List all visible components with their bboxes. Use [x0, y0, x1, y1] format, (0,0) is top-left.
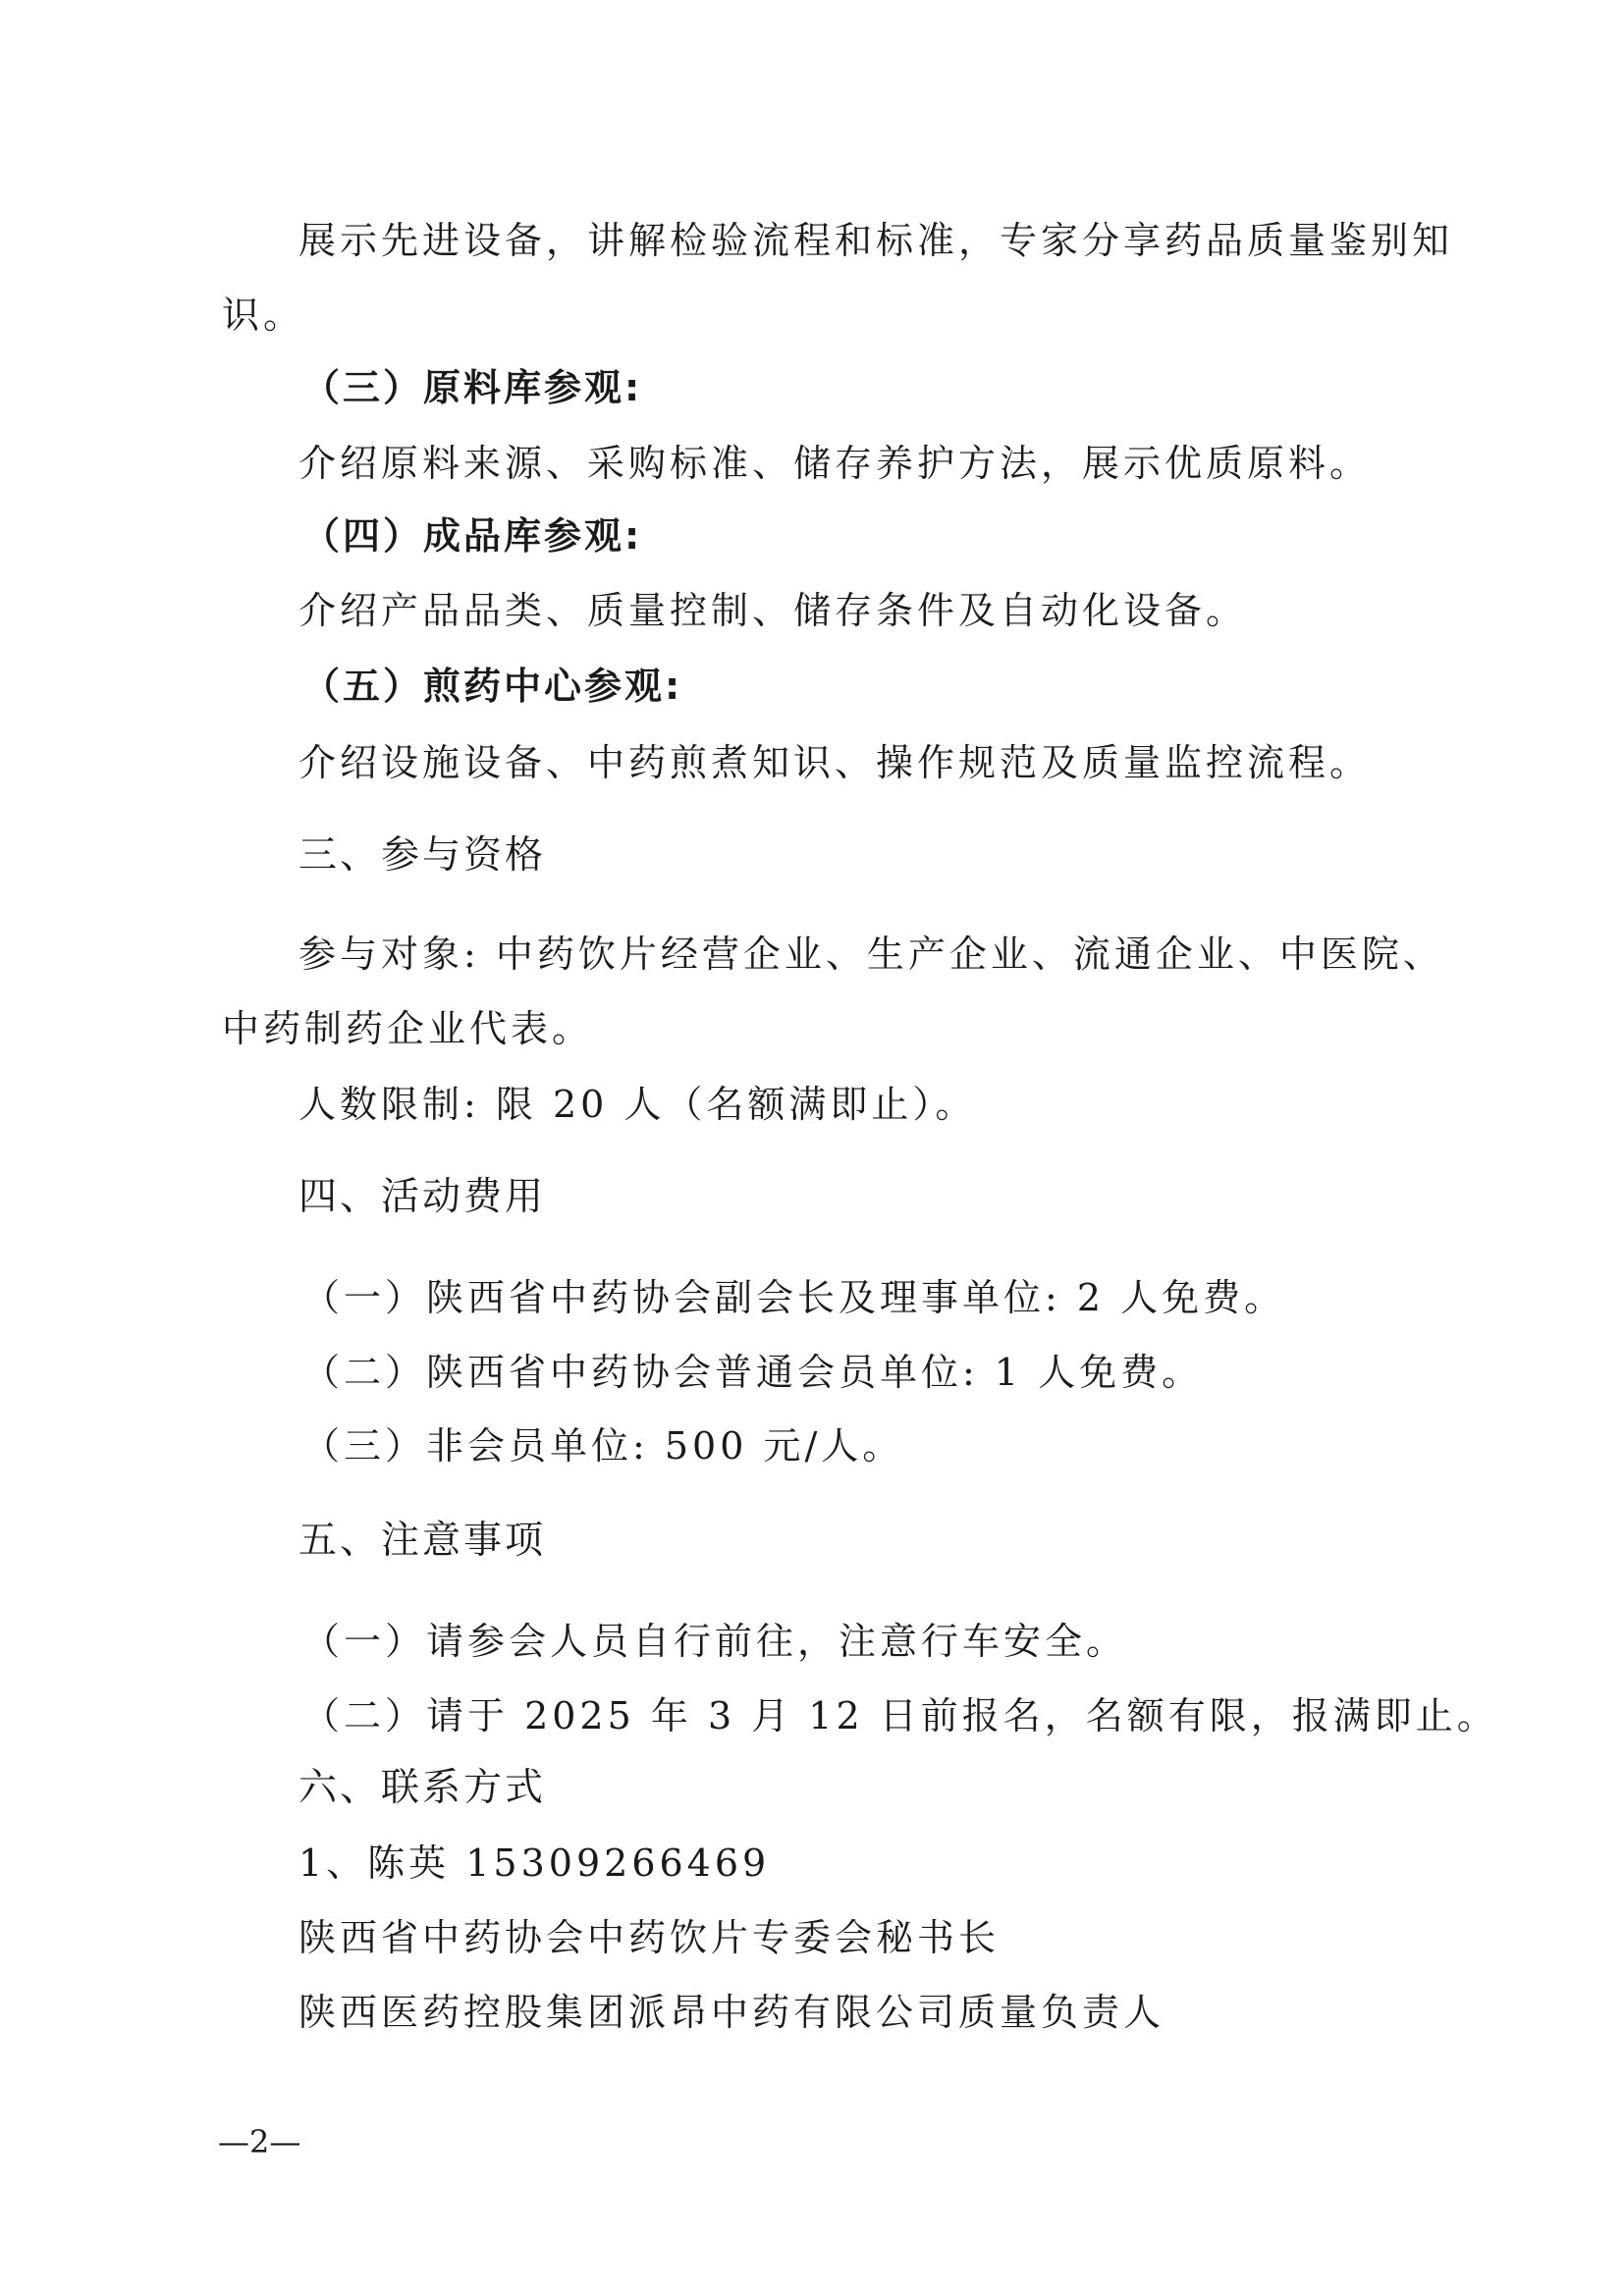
paragraph-line: （一）请参会人员自行前往，注意行车安全。 [302, 1620, 1128, 1663]
section-heading-eligibility: 三、参与资格 [298, 833, 547, 878]
subheading-finished-goods-warehouse: （四）成品库参观: [302, 514, 643, 558]
paragraph-line: （一）陕西省中药协会副会长及理事单位: 2 人免费。 [302, 1276, 1286, 1319]
paragraph-line: 介绍产品品类、质量控制、储存条件及自动化设备。 [298, 589, 1248, 632]
section-heading-notes: 五、注意事项 [298, 1519, 547, 1563]
paragraph-line: 展示先进设备，讲解检验流程和标准，专家分享药品质量鉴别知 [298, 219, 1454, 262]
subheading-raw-material-warehouse: （三）原料库参观: [302, 366, 643, 409]
paragraph-line: 介绍原料来源、采购标准、储存养护方法，展示优质原料。 [298, 442, 1372, 485]
contact-title: 陕西省中药协会中药饮片专委会秘书长 [298, 1916, 1001, 1959]
contact-name-phone: 1、陈英 15309266469 [298, 1842, 771, 1885]
subheading-decoction-center: （五）煎药中心参观: [302, 665, 683, 708]
paragraph-line: （二）请于 2025 年 3 月 12 日前报名，名额有限，报满即止。 [302, 1694, 1498, 1737]
paragraph-line: （三）非会员单位: 500 元/人。 [302, 1424, 904, 1468]
contact-organization: 陕西医药控股集团派昂中药有限公司质量负责人 [298, 1991, 1165, 2034]
paragraph-line: 参与对象: 中药饮片经营企业、生产企业、流通企业、中医院、 [298, 933, 1444, 976]
paragraph-line: 中药制药企业代表。 [222, 1007, 594, 1050]
page-number: —2— [218, 2123, 301, 2161]
section-heading-contact: 六、联系方式 [298, 1766, 547, 1810]
section-heading-fees: 四、活动费用 [298, 1175, 547, 1219]
paragraph-line: （二）陕西省中药协会普通会员单位: 1 人免费。 [302, 1351, 1204, 1394]
paragraph-line: 识。 [222, 294, 305, 337]
paragraph-line: 人数限制: 限 20 人（名额满即止）。 [298, 1083, 977, 1126]
paragraph-line: 介绍设施设备、中药煎煮知识、操作规范及质量监控流程。 [298, 741, 1372, 784]
